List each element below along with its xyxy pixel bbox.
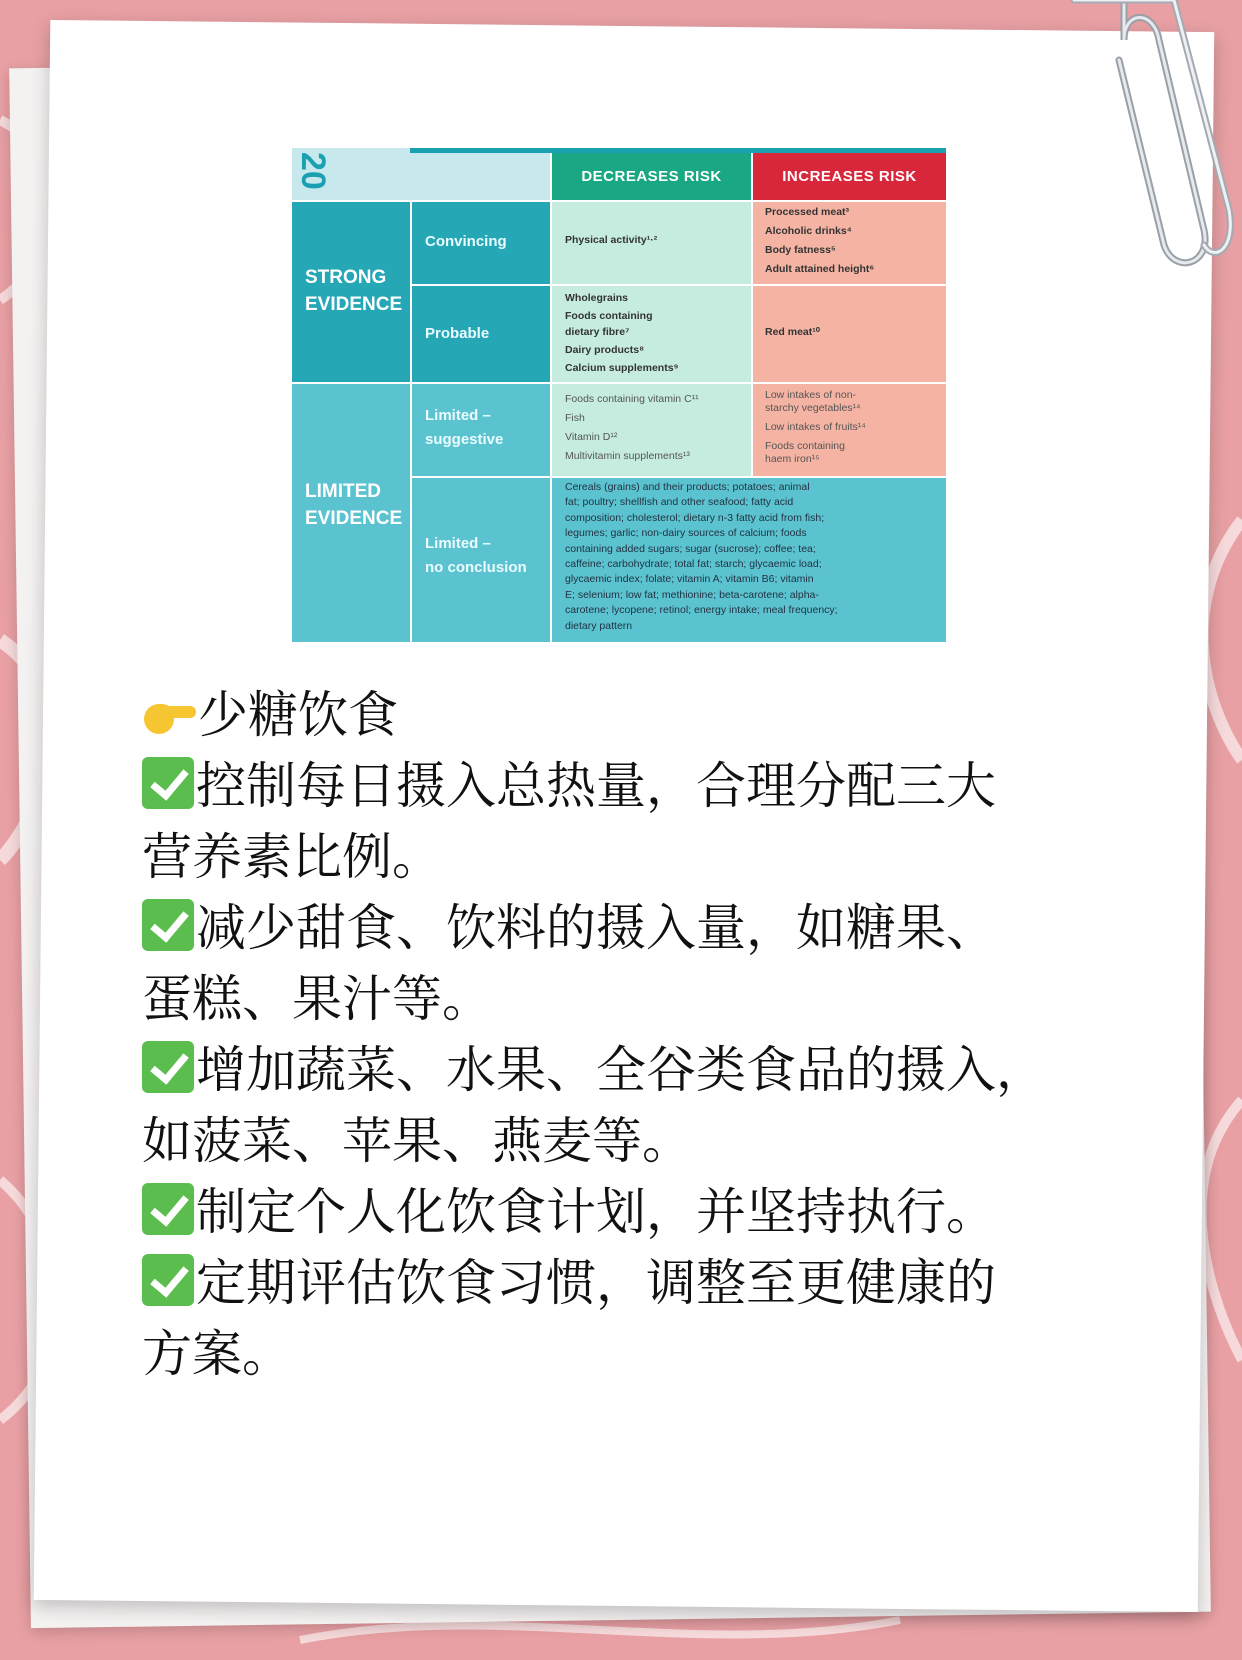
tip-2-cont: 蛋糕、果汁等。 [142, 970, 492, 1028]
limited-suggestive-label: Limited – suggestive [412, 384, 550, 476]
table-corner [292, 148, 410, 200]
limited-no-conclusion-label: Limited – no conclusion [412, 478, 550, 642]
tip-3-cont: 如菠菜、苹果、燕麦等。 [142, 1112, 692, 1170]
check-mark-icon [142, 1041, 194, 1093]
diet-tips [142, 680, 1142, 1390]
tip-5-cont: 方案。 [142, 1325, 292, 1383]
tip-1: 控制每日摄入总热量，合理分配三大 [142, 751, 1142, 822]
probable-increases-cell: Red meat¹⁰ [753, 286, 946, 382]
tip-1-cont: 营养素比例。 [142, 828, 442, 886]
check-mark-icon [142, 757, 194, 809]
convincing-increases-cell: Processed meat³ Alcoholic drinks⁴ Body fatness⁵ Adult attained height⁶ [753, 202, 946, 284]
convincing-decreases-cell: Physical activity¹·² [552, 202, 751, 284]
convincing-label: Convincing [412, 202, 550, 284]
year-fragment: 20 [294, 152, 332, 190]
pointing-hand-icon [142, 694, 198, 736]
increases-risk-header: INCREASES RISK [753, 153, 946, 200]
check-mark-icon [142, 1254, 194, 1306]
tip-5: 定期评估饮食习惯，调整至更健康的 [142, 1248, 1142, 1319]
cancer-risk-table [292, 148, 946, 642]
limited-evidence-label: LIMITED EVIDENCE [292, 384, 410, 642]
tip-3: 增加蔬菜、水果、全谷类食品的摄入， [142, 1035, 1142, 1106]
probable-label: Probable [412, 286, 550, 382]
strong-evidence-label: STRONG EVIDENCE [292, 202, 410, 382]
tip-4: 制定个人化饮食计划，并坚持执行。 [142, 1177, 1142, 1248]
check-mark-icon [142, 899, 194, 951]
suggestive-decreases-cell: Foods containing vitamin C¹¹ Fish Vitamin D¹² Multivitamin supplements¹³ [552, 384, 751, 476]
heading-text: 少糖饮食 [198, 686, 398, 744]
heading-line [142, 680, 1142, 751]
check-mark-icon [142, 1183, 194, 1235]
paperclip-icon [1064, 0, 1234, 270]
decreases-risk-header: DECREASES RISK [552, 153, 751, 200]
table-blank-header [410, 153, 550, 200]
suggestive-increases-cell: Low intakes of non- starchy vegetables¹⁴ Low intakes of fruits¹⁴ Foods containing haem iron¹⁵ [753, 384, 946, 476]
tip-2: 减少甜食、饮料的摄入量，如糖果、 [142, 893, 1142, 964]
probable-decreases-cell: Wholegrains Foods containing dietary fibre⁷ Dairy products⁸ Calcium supplements⁹ [552, 286, 751, 382]
no-conclusion-factors-cell: Cereals (grains) and their products; potatoes; animal fat; poultry; shellfish and other seafood; fatty acid composition; cholesterol; dietary n-3 fatty acid from fish; legumes; garlic; non-dairy sources of calcium; foods containing added sugars; sugar (sucrose); coffee; tea; caffeine; carbohydrate; total fat; starch; glycaemic load; glycaemic index; folate; vitamin A; vitamin B6; vitamin E; selenium; low fat; methionine; beta-carotene; alpha- carotene; lycopene; retinol; energy intake; meal frequency; dietary pattern [552, 478, 946, 642]
